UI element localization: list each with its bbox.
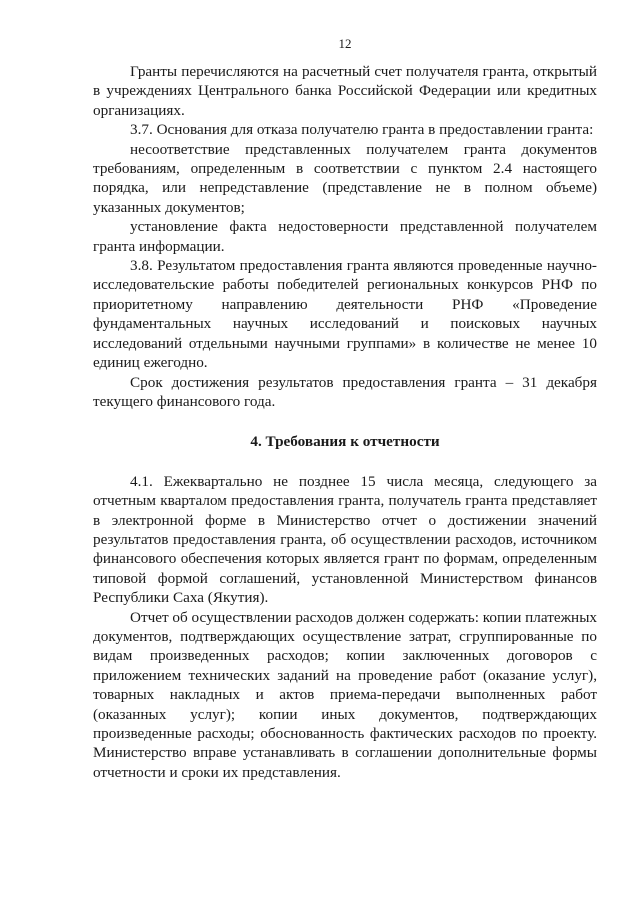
section-heading-reporting: 4. Требования к отчетности — [250, 433, 440, 451]
paragraph-result-deadline: Срок достижения результатов предоставления гранта – 31 декабря текущего финансового года. — [93, 373, 597, 410]
paragraph-3-8-result: 3.8. Результатом предоставления гранта являются проведенные научно-исследовательские работы победителей региональных конкурсов РНФ по приоритетному направлению деятельности РНФ «Проведение фундаментальных научных исследований и поисковых научных исследований отдельными научными группами» в количестве не менее 10 единиц ежегодно. — [93, 257, 597, 372]
page-number: 12 — [338, 36, 352, 51]
paragraph-4-1-quarterly-report: 4.1. Ежеквартально не позднее 15 числа месяца, следующего за отчетным кварталом предоставления гранта, получатель гранта представляет в электронной форме в Министерство отчет о достижении значений результатов предоставления гранта, об осуществлении расходов, источником финансового обеспечения которых является грант по формам, определенным типовой формой соглашений, установленной Министерством финансов Республики Саха (Якутия). — [93, 472, 597, 607]
paragraph-3-7-refusal-grounds: 3.7. Основания для отказа получателю гранта в предоставлении гранта: — [130, 121, 594, 139]
paragraph-refusal-nonconformity: несоответствие представленных получателем гранта документов требованиям, определенным в соответствии с пунктом 2.4 настоящего порядка, или непредставление (представление не в полном объеме) указанных документов; — [93, 140, 597, 216]
paragraph-expense-report-contents: Отчет об осуществлении расходов должен содержать: копии платежных документов, подтверждающих осуществление затрат, сгруппированные по видам произведенных расходов; копии заключенных договоров с приложением технических заданий на проведение работ (оказание услуг), товарных накладных и актов приема-передачи выполненных работ (оказанных услуг); копии иных документов, подтверждающих произведенные расходы; обоснованность фактических расходов по проекту. Министерство вправе устанавливать в соглашении дополнительные формы отчетности и сроки их представления. — [93, 608, 597, 781]
paragraph-refusal-inaccuracy: установление факта недостоверности представленной получателем гранта информации. — [93, 218, 597, 255]
paragraph-grant-transfer: Гранты перечисляются на расчетный счет получателя гранта, открытый в учреждениях Центрального банка Российской Федерации или кредитных организациях. — [93, 63, 597, 119]
document-page — [93, 36, 597, 782]
